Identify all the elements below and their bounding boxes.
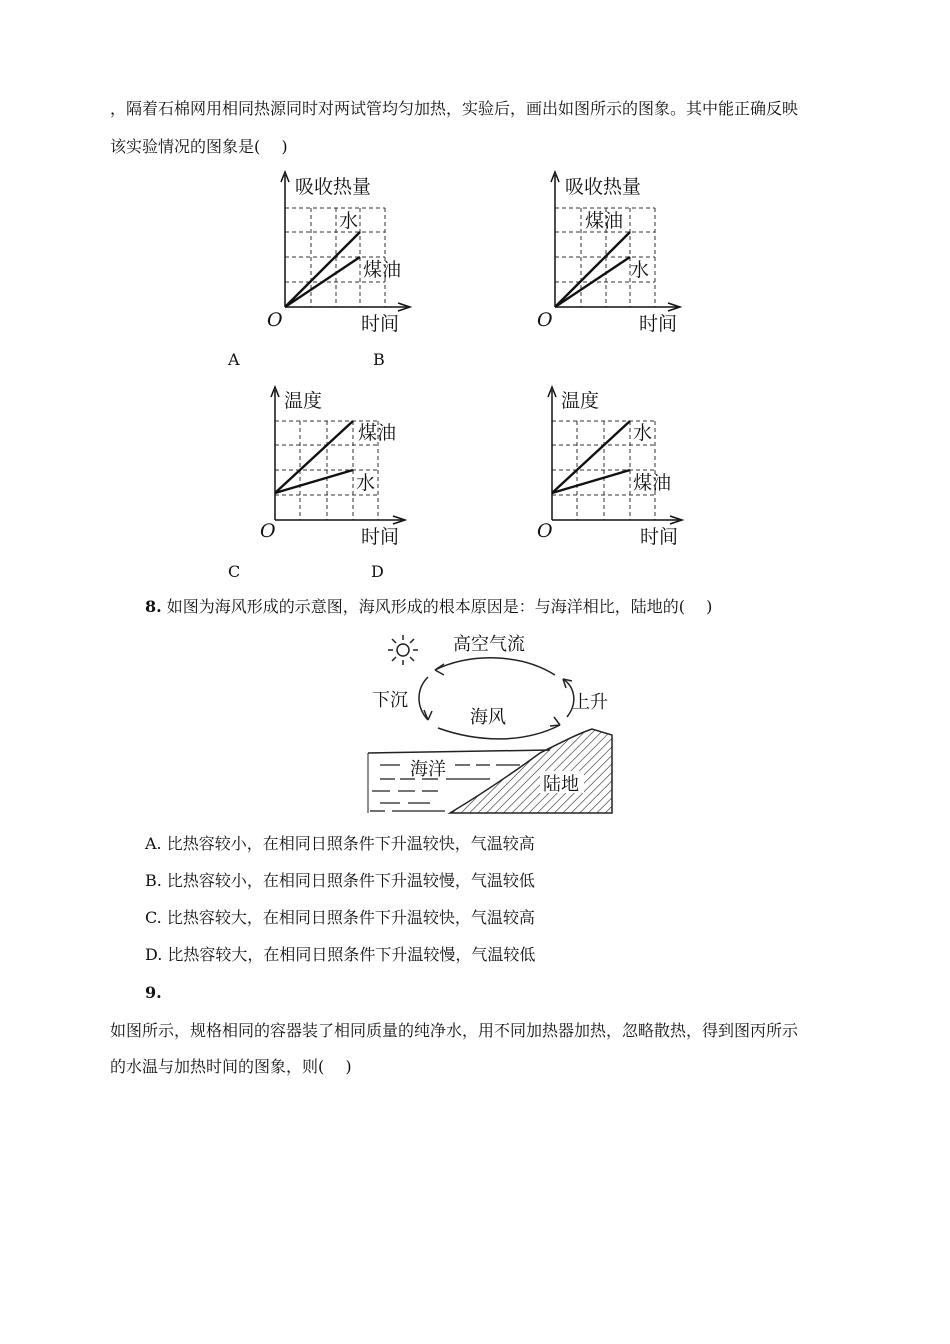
label-sea: 海洋	[410, 759, 446, 780]
label-land: 陆地	[543, 774, 579, 795]
graph-c	[250, 385, 410, 555]
label-rise: 上升	[572, 692, 608, 713]
graph-c-x-label: 时间	[361, 526, 400, 548]
q8-stem-text: 如图为海风形成的示意图，海风形成的根本原因是：与海洋相比，陆地的( )	[166, 597, 713, 616]
graph-b-x-label: 时间	[639, 313, 678, 335]
graph-b-upper-label: 煤油	[585, 210, 624, 232]
graph-a-lower-label: 煤油	[363, 259, 402, 281]
q7-stem-line2: 该实验情况的图象是( )	[110, 137, 288, 156]
graph-b-y-label: 吸收热量	[565, 176, 642, 198]
graph-c-origin: O	[260, 520, 276, 542]
graph-d-origin: O	[537, 520, 553, 542]
graph-a	[255, 170, 415, 340]
graph-d-x-label: 时间	[640, 526, 679, 548]
option-c-label: C	[228, 562, 241, 581]
graph-d-y-label: 温度	[561, 390, 600, 412]
graph-d-lower-label: 煤油	[633, 472, 672, 494]
graph-a-origin: O	[267, 309, 283, 331]
graph-d-upper-label: 水	[633, 422, 653, 444]
q8-option-a: A. 比热容较小，在相同日照条件下升温较快，气温较高	[145, 834, 535, 853]
q9-number: 9.	[145, 983, 162, 1002]
sea-breeze-diagram	[360, 625, 620, 820]
graph-c-lower-label: 水	[356, 472, 376, 494]
graph-b-lower-label: 水	[630, 259, 650, 281]
q9-stem-line2: 的水温与加热时间的图象，则( )	[110, 1057, 352, 1076]
sun-icon	[388, 635, 418, 665]
graph-b	[525, 170, 685, 340]
graph-b-origin: O	[537, 309, 553, 331]
q8-number: 8.	[145, 597, 162, 616]
option-b-label: B	[373, 350, 385, 369]
q7-stem-line1: ，隔着石棉网用相同热源同时对两试管均匀加热，实验后，画出如图所示的图象。其中能正确反映	[110, 99, 799, 118]
label-sink: 下沉	[372, 690, 408, 711]
graph-a-y-label: 吸收热量	[295, 176, 372, 198]
graph-d	[527, 385, 687, 555]
option-a-label: A	[228, 350, 240, 369]
q8-stem	[145, 596, 712, 618]
graph-a-x-label: 时间	[361, 313, 400, 335]
q8-option-d: D. 比热容较大，在相同日照条件下升温较慢，气温较低	[145, 945, 536, 964]
q8-option-c: C. 比热容较大，在相同日照条件下升温较快，气温较高	[145, 908, 535, 927]
label-sea-breeze: 海风	[470, 707, 506, 728]
graph-c-y-label: 温度	[284, 390, 323, 412]
q9-stem-line1: 如图所示，规格相同的容器装了相同质量的纯净水，用不同加热器加热，忽略散热，得到图丙所示	[110, 1021, 799, 1040]
label-top-flow: 高空气流	[453, 634, 525, 655]
graph-c-upper-label: 煤油	[358, 422, 397, 444]
q8-option-b: B. 比热容较小，在相同日照条件下升温较慢，气温较低	[145, 871, 535, 890]
option-d-label: D	[371, 562, 384, 581]
graph-a-upper-label: 水	[339, 210, 359, 232]
